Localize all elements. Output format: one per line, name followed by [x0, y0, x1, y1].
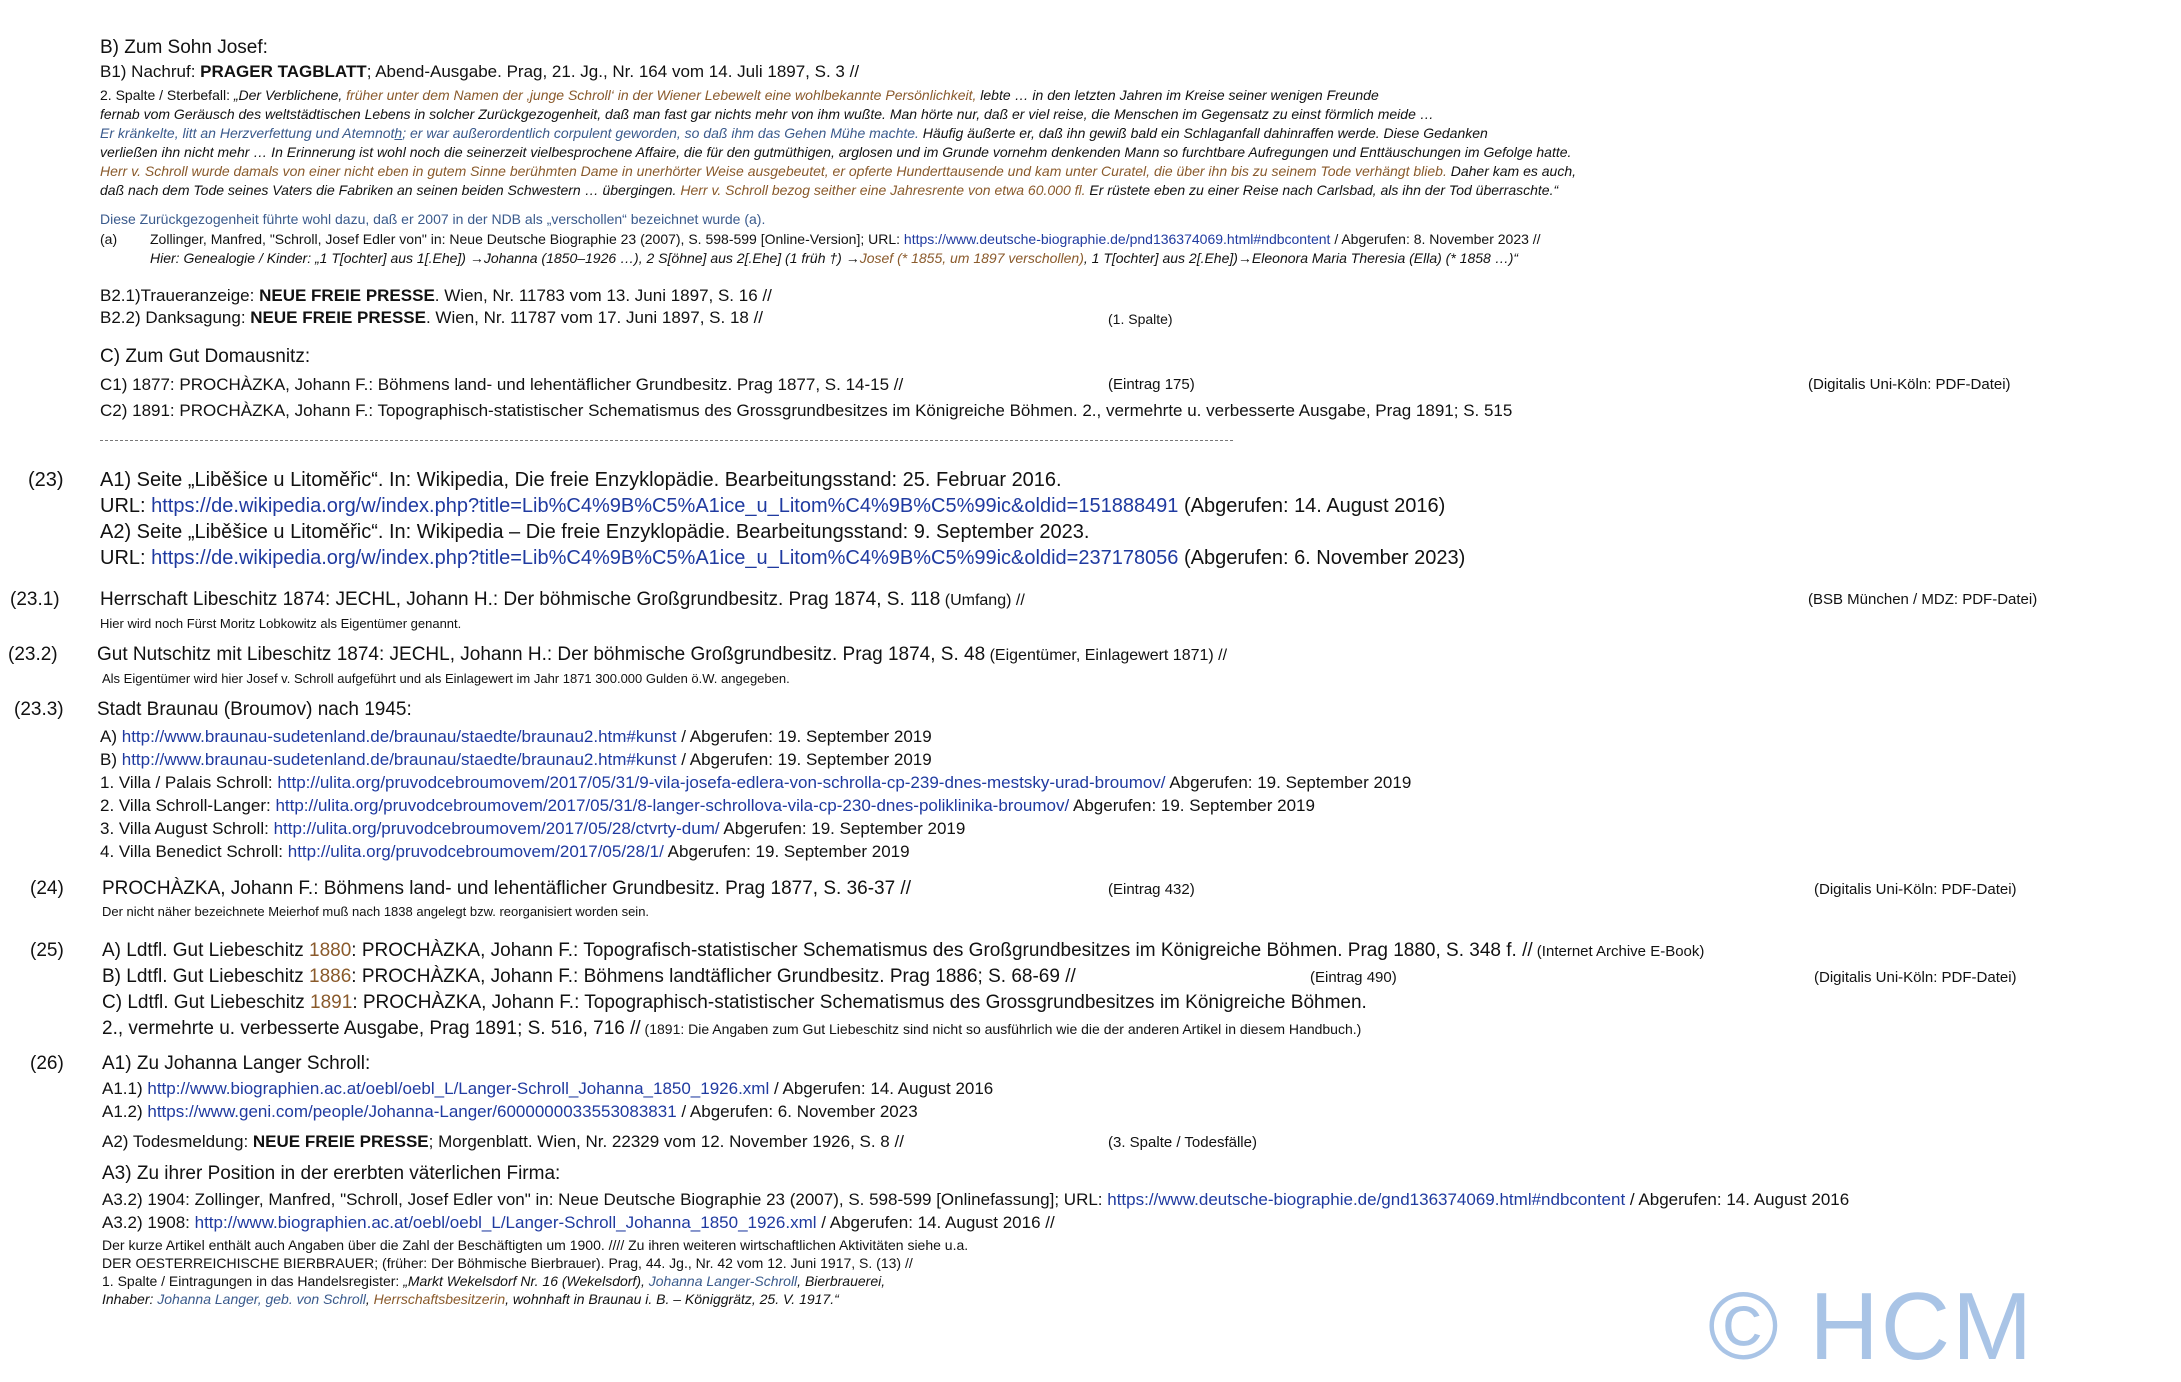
quote-line-1: 2. Spalte / Sterbefall: „Der Verblichene, früher unter dem Namen der ‚junge Schroll‘ in der Wiener Lebewelt eine wohlbekannte Persönlichkeit, lebte … in den letzten Jahren im Kreise seiner wenigen Freunde [100, 87, 1379, 103]
biographien-link[interactable]: http://www.biographien.ac.at/oebl/oebl_L/Langer-Schroll_Johanna_1850_1926.xml [194, 1213, 817, 1232]
ndb-link[interactable]: https://www.deutsche-biographie.de/pnd136374069.html#ndbcontent [903, 231, 1331, 247]
n231-source: (BSB München / MDZ: PDF-Datei) [1808, 591, 2038, 608]
quote-line-4: verließen ihn nicht mehr … In Erinnerung ist wohl noch die seinerzeit vielbesprochene Affaire, die für den gutmüthigen, arglosen und im Grunde vornehm denkenden Mann so furchtbare Aufregungen und Enttäuschungen im Gefolge hatte. [100, 144, 1572, 160]
n23-a1-url-line: URL: https://de.wikipedia.org/w/index.php?title=Lib%C4%9B%C5%A1ice_u_Litom%C4%9B%C5%99ic&oldid=151888491 (Abgerufen: 14. August 2016) [100, 495, 1446, 517]
wikipedia-link-2[interactable]: https://de.wikipedia.org/w/index.php?title=Lib%C4%9B%C5%A1ice_u_Litom%C4%9B%C5%99ic&oldid=237178056 [151, 547, 1179, 569]
b1-citation: B1) Nachruf: PRAGER TAGBLATT; Abend-Ausgabe. Prag, 21. Jg., Nr. 164 vom 14. Juli 1897, S. 3 // [100, 62, 860, 81]
footnote-number: (23.1) [10, 589, 60, 610]
quote-line-2: fernab vom Geräusch des weltstädtischen Lebens in solcher Zurückgezogenheit, daß man fast gar nichts mehr von ihm wußte. Man hörte nur, daß er viel reise, die Menschen im Gegensatz zu einst förmlich meide … [100, 106, 1434, 122]
n26-a2: A2) Todesmeldung: NEUE FREIE PRESSE; Morgenblatt. Wien, Nr. 22329 vom 12. November 1926, S. 8 // [102, 1132, 904, 1151]
n25-c: C) Ldtfl. Gut Liebeschitz 1891: PROCHÀZKA, Johann F.: Topographisch-statistischer Schematismus des Grossgrundbesitzes im Königreiche Böhmen. [102, 992, 1367, 1013]
newspaper-name: PRAGER TAGBLATT [200, 62, 367, 81]
villa-link[interactable]: http://ulita.org/pruvodcebroumovem/2017/05/31/8-langer-schrollova-vila-cp-230-dnes-poliklinika-broumov/ [275, 796, 1070, 815]
footnote-a: Zollinger, Manfred, "Schroll, Josef Edler von" in: Neue Deutsche Biographie 23 (2007), S. 598-599 [Online-Version]; URL: https://www.deutsche-biographie.de/pnd136374069.html#ndbcontent / Abgerufen: 8. November 2023 // [150, 231, 1541, 247]
braunau-link[interactable]: http://www.braunau-sudetenland.de/braunau/staedte/braunau2.htm#kunst [121, 727, 677, 746]
n24-note: (Eintrag 432) [1108, 881, 1195, 898]
villa-link[interactable]: http://ulita.org/pruvodcebroumovem/2017/05/28/ctvrty-dum/ [273, 819, 720, 838]
ndb-link[interactable]: https://www.deutsche-biographie.de/gnd136374069.html#ndbcontent [1107, 1190, 1626, 1209]
ndb-note: Diese Zurückgezogenheit führte wohl dazu, daß er 2007 in der NDB als „verschollen“ bezeichnet wurde (a). [100, 211, 766, 227]
footnote-number: (26) [30, 1053, 64, 1074]
n26-a12: A1.2) https://www.geni.com/people/Johanna-Langer/6000000033553083831 / Abgerufen: 6. November 2023 [102, 1102, 918, 1121]
section-divider [100, 440, 1233, 441]
n26-a31: A3.2) 1904: Zollinger, Manfred, "Schroll, Josef Edler von" in: Neue Deutsche Biographie 23 (2007), S. 598-599 [Onlinefassung]; URL: https://www.deutsche-biographie.de/gnd136374069.html#ndbcontent / Abgerufen: 14. August 2016 [102, 1190, 1850, 1209]
n26-a11: A1.1) http://www.biographien.ac.at/oebl/oebl_L/Langer-Schroll_Johanna_1850_1926.xml / Abgerufen: 14. August 2016 [102, 1079, 994, 1098]
n25-a: A) Ldtfl. Gut Liebeschitz 1880: PROCHÀZKA, Johann F.: Topografisch-statistischer Schematismus des Großgrundbesitzes im Königreiche Böhmen. Prag 1880, S. 348 f. // (Internet Archive E-Book) [102, 940, 1705, 961]
list-item: 3. Villa August Schroll: http://ulita.org/pruvodcebroumovem/2017/05/28/ctvrty-dum/ Abgerufen: 19. September 2019 [100, 819, 966, 838]
biographien-link[interactable]: http://www.biographien.ac.at/oebl/oebl_L/Langer-Schroll_Johanna_1850_1926.xml [147, 1079, 770, 1098]
footnote-number: (23) [28, 469, 64, 491]
n24-source: (Digitalis Uni-Köln: PDF-Datei) [1814, 881, 2017, 898]
c2-citation: C2) 1891: PROCHÀZKA, Johann F.: Topographisch-statistischer Schematismus des Grossgrundbesitzes im Königreiche Böhmen. 2., vermehrte u. verbesserte Ausgabe, Prag 1891; S. 515 [100, 401, 1513, 420]
quote-line-3: Er kränkelte, litt an Herzverfettung und Atemnoth; er war außerordentlich corpulent geworden, so daß ihm das Gehen Mühe machte. Häufig äußerte er, daß ihn gewiß bald ein Schlaganfall dahinraffen werde. Diese Gedanken [100, 125, 1488, 141]
n26-a3: A3) Zu ihrer Position in der ererbten väterlichen Firma: [102, 1163, 561, 1184]
footnote-number: (24) [30, 878, 64, 899]
geni-link[interactable]: https://www.geni.com/people/Johanna-Langer/6000000033553083831 [147, 1102, 677, 1121]
n232-sub: Als Eigentümer wird hier Josef v. Schroll aufgeführt und als Einlagewert im Jahr 1871 300.000 Gulden ö.W. angegeben. [102, 671, 790, 686]
n26-sub-1: Der kurze Artikel enthält auch Angaben über die Zahl der Beschäftigten um 1900. //// Zu ihren weiteren wirtschaftlichen Aktivitäten siehe u.a. [102, 1237, 969, 1253]
c1-source: (Digitalis Uni-Köln: PDF-Datei) [1808, 376, 2011, 393]
n23-a2-url-line: URL: https://de.wikipedia.org/w/index.php?title=Lib%C4%9B%C5%A1ice_u_Litom%C4%9B%C5%99ic&oldid=237178056 (Abgerufen: 6. November 2023) [100, 547, 1466, 569]
n232-citation: Gut Nutschitz mit Libeschitz 1874: JECHL, Johann H.: Der böhmische Großgrundbesitz. Prag 1874, S. 48 (Eigentümer, Einlagewert 1871) // [97, 644, 1228, 665]
copyright-watermark: © HCM [1708, 1273, 2035, 1380]
list-item: 1. Villa / Palais Schroll: http://ulita.org/pruvodcebroumovem/2017/05/31/9-vila-josefa-edlera-von-schrolla-cp-239-dnes-mestsky-urad-broumov/ Abgerufen: 19. September 2019 [100, 773, 1412, 792]
n26-sub-2: DER OESTERREICHISCHE BIERBRAUER; (früher: Der Böhmische Bierbrauer). Prag, 44. Jg., Nr. 42 vom 12. Juni 1917, S. (13) // [102, 1255, 913, 1271]
list-item: A) http://www.braunau-sudetenland.de/braunau/staedte/braunau2.htm#kunst / Abgerufen: 19. September 2019 [100, 727, 932, 746]
n23-a1: A1) Seite „Liběšice u Litoměřic“. In: Wikipedia, Die freie Enzyklopädie. Bearbeitungsstand: 25. Februar 2016. [100, 469, 1062, 491]
n25-b-source: (Digitalis Uni-Köln: PDF-Datei) [1814, 969, 2017, 986]
villa-link[interactable]: http://ulita.org/pruvodcebroumovem/2017/05/31/9-vila-josefa-edlera-von-schrolla-cp-239-dnes-mestsky-urad-broumov/ [277, 773, 1166, 792]
n26-sub-4: Inhaber: Johanna Langer, geb. von Schroll, Herrschaftsbesitzerin, wohnhaft in Braunau i. B. – Königgrätz, 25. V. 1917.“ [102, 1291, 839, 1307]
footnote-a-label: (a) [100, 231, 118, 247]
n24-sub: Der nicht näher bezeichnete Meierhof muß nach 1838 angelegt bzw. reorganisiert worden sein. [102, 904, 650, 919]
section-c-heading: C) Zum Gut Domausnitz: [100, 346, 311, 367]
c1-note: (Eintrag 175) [1108, 376, 1195, 393]
c1-citation: C1) 1877: PROCHÀZKA, Johann F.: Böhmens land- und lehentäflicher Grundbesitz. Prag 1877, S. 14-15 // [100, 375, 904, 394]
section-b-heading: B) Zum Sohn Josef: [100, 37, 268, 58]
braunau-link[interactable]: http://www.braunau-sudetenland.de/braunau/staedte/braunau2.htm#kunst [121, 750, 677, 769]
list-item: B) http://www.braunau-sudetenland.de/braunau/staedte/braunau2.htm#kunst / Abgerufen: 19. September 2019 [100, 750, 932, 769]
n25-b: B) Ldtfl. Gut Liebeschitz 1886: PROCHÀZKA, Johann F.: Böhmens landtäflicher Grundbesitz. Prag 1886; S. 68-69 // [102, 966, 1076, 987]
genealogy-line: Hier: Genealogie / Kinder: „1 T[ochter] aus 1[.Ehe]) →Johanna (1850–1926 …), 2 S[öhne] aus 2[.Ehe] (1 früh †) →Josef (* 1855, um 1897 verschollen), 1 T[ochter] aus 2[.Ehe])→Eleonora Maria Theresia (Ella) (* 1858 …)“ [150, 250, 1519, 266]
n25-c-continued: 2., vermehrte u. verbesserte Ausgabe, Prag 1891; S. 516, 716 // (1891: Die Angaben zum Gut Liebeschitz sind nicht so ausführlich wie die der anderen Artikel in diesem Handbuch.) [102, 1018, 1362, 1039]
n24-citation: PROCHÀZKA, Johann F.: Böhmens land- und lehentäflicher Grundbesitz. Prag 1877, S. 36-37 // [102, 878, 911, 899]
quote-line-5: Herr v. Schroll wurde damals von einer nicht eben in gutem Sinne berühmten Dame in unerhörter Weise ausgebeutet, er opferte Hunderttausende und kam unter Curatel, die über ihn bis zu seinem Tode verhängt blieb. Daher kam es auch, [100, 163, 1577, 179]
list-item: 4. Villa Benedict Schroll: http://ulita.org/pruvodcebroumovem/2017/05/28/1/ Abgerufen: 19. September 2019 [100, 842, 910, 861]
n26-sub-3: 1. Spalte / Eintragungen in das Handelsregister: „Markt Wekelsdorf Nr. 16 (Wekelsdorf), Johanna Langer-Schroll, Bierbrauerei, [102, 1273, 886, 1289]
quote-line-6: daß nach dem Tode seines Vaters die Fabriken an seinen beiden Schwestern … übergingen. Herr v. Schroll bezog seither eine Jahresrente von etwa 60.000 fl. Er rüstete eben zu einer Reise nach Carlsbad, als ihn der Tod überraschte.“ [100, 182, 1559, 198]
wikipedia-link-1[interactable]: https://de.wikipedia.org/w/index.php?title=Lib%C4%9B%C5%A1ice_u_Litom%C4%9B%C5%99ic&oldid=151888491 [151, 495, 1179, 517]
n26-a32: A3.2) 1908: http://www.biographien.ac.at/oebl/oebl_L/Langer-Schroll_Johanna_1850_1926.xml / Abgerufen: 14. August 2016 // [102, 1213, 1055, 1232]
b22-citation: B2.2) Danksagung: NEUE FREIE PRESSE. Wien, Nr. 11787 vom 17. Juni 1897, S. 18 // [100, 308, 764, 327]
b22-note: (1. Spalte) [1108, 311, 1173, 327]
n23-a2: A2) Seite „Liběšice u Litoměřic“. In: Wikipedia – Die freie Enzyklopädie. Bearbeitungsstand: 9. September 2023. [100, 521, 1090, 543]
n233-heading: Stadt Braunau (Broumov) nach 1945: [97, 699, 412, 720]
n231-sub: Hier wird noch Fürst Moritz Lobkowitz als Eigentümer genannt. [100, 616, 462, 631]
n26-a2-note: (3. Spalte / Todesfälle) [1108, 1134, 1257, 1151]
n26-a1: A1) Zu Johanna Langer Schroll: [102, 1053, 371, 1074]
villa-link[interactable]: http://ulita.org/pruvodcebroumovem/2017/05/28/1/ [287, 842, 664, 861]
footnote-number: (23.2) [8, 644, 58, 665]
n231-citation: Herrschaft Libeschitz 1874: JECHL, Johann H.: Der böhmische Großgrundbesitz. Prag 1874, S. 118 (Umfang) // [100, 589, 1025, 610]
b21-citation: B2.1)Traueranzeige: NEUE FREIE PRESSE. Wien, Nr. 11783 vom 13. Juni 1897, S. 16 // [100, 286, 772, 305]
footnote-number: (23.3) [14, 699, 64, 720]
footnote-number: (25) [30, 940, 64, 961]
list-item: 2. Villa Schroll-Langer: http://ulita.org/pruvodcebroumovem/2017/05/31/8-langer-schrollova-vila-cp-230-dnes-poliklinika-broumov/ Abgerufen: 19. September 2019 [100, 796, 1315, 815]
n25-b-note: (Eintrag 490) [1310, 969, 1397, 986]
